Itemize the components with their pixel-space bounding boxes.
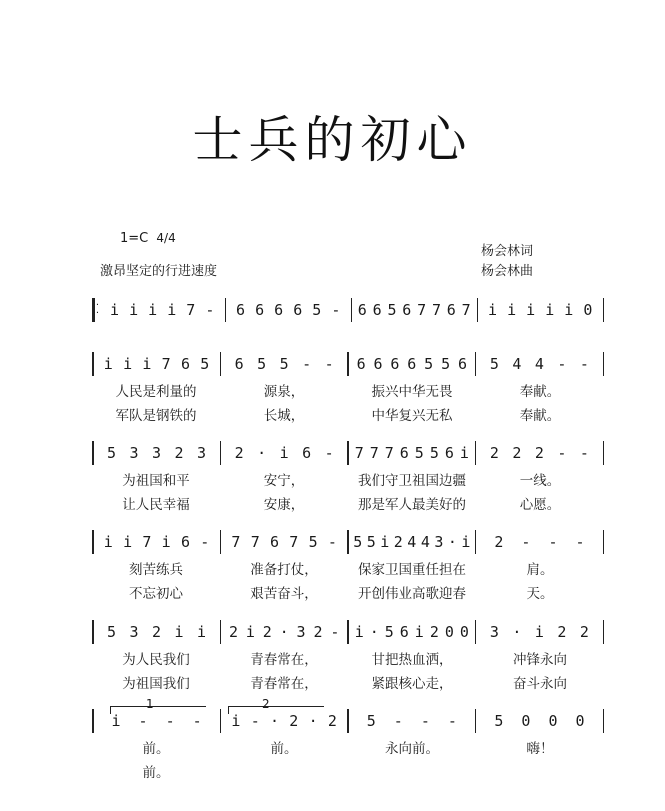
note: i	[161, 533, 171, 551]
note: -	[548, 533, 558, 551]
note: i	[414, 623, 424, 641]
key-signature	[120, 231, 176, 246]
note: i	[380, 533, 390, 551]
lyric-segment: 安康，	[263, 497, 305, 513]
note: i	[507, 301, 517, 319]
note: 2	[579, 623, 589, 641]
note: 6	[180, 533, 190, 551]
note: 5	[366, 712, 376, 730]
note: 2	[262, 623, 272, 641]
note: ·	[447, 533, 457, 551]
lyric-segment: 那是军人最美好的	[358, 497, 466, 513]
volta-2-number: 2	[262, 697, 270, 711]
note: 6	[407, 355, 417, 373]
note: i	[545, 301, 555, 319]
lyric-segment	[220, 761, 348, 781]
lyric-line	[92, 648, 604, 668]
measure	[94, 620, 220, 644]
note: 7	[186, 301, 196, 319]
note: 2	[327, 712, 337, 730]
note-row	[92, 352, 604, 376]
note: -	[330, 623, 340, 641]
lyric-segment: 中华复兴无私	[371, 408, 453, 424]
lyric-segment: 嗨！	[526, 741, 554, 757]
measure	[226, 298, 351, 322]
measure	[476, 352, 602, 376]
lyric-line	[92, 404, 604, 424]
lyric-segment	[348, 761, 476, 781]
lyric-segment: 青春常在，	[250, 676, 318, 692]
time-signature: 4/4	[156, 231, 176, 245]
note: 7	[461, 301, 471, 319]
lyric-segment: 刻苦练兵	[129, 562, 183, 578]
measure	[352, 298, 477, 322]
note: 2	[489, 444, 499, 462]
lyric-segment: 前。	[142, 741, 170, 757]
note: 6	[356, 355, 366, 373]
lyric-line	[92, 493, 604, 513]
lyric-segment: 源泉，	[263, 384, 305, 400]
note: -	[521, 533, 531, 551]
lyric-line	[92, 380, 604, 400]
note: 2	[393, 533, 403, 551]
barline	[603, 530, 605, 554]
note: 4	[407, 533, 417, 551]
lyric-segment: 不忘初心	[129, 586, 183, 602]
lyric-segment: 奉献。	[519, 384, 561, 400]
note: 0	[521, 712, 531, 730]
note: i	[123, 533, 133, 551]
lyric-segment: 长城，	[263, 408, 305, 424]
note: 4	[534, 355, 544, 373]
note: 6	[399, 623, 409, 641]
lyric-segment: 前。	[270, 741, 298, 757]
lyric-segment: 奉献。	[519, 408, 561, 424]
measure	[478, 298, 603, 322]
note: i	[148, 301, 158, 319]
note: -	[200, 533, 210, 551]
note: 7	[289, 533, 299, 551]
note: i	[197, 623, 207, 641]
note: 5	[353, 533, 363, 551]
note: 5	[429, 444, 439, 462]
note: 6	[293, 301, 303, 319]
note: 7	[369, 444, 379, 462]
note: i	[110, 301, 120, 319]
measure	[349, 709, 475, 733]
note: -	[250, 712, 260, 730]
lyric-segment: 人民是利量的	[115, 384, 197, 400]
note: i	[354, 623, 364, 641]
note-row	[92, 441, 604, 465]
note: i	[526, 301, 536, 319]
note: i	[534, 623, 544, 641]
note: 7	[142, 533, 152, 551]
note: 2	[152, 623, 162, 641]
note: 6	[399, 444, 409, 462]
note: 6	[390, 355, 400, 373]
composer-credit: 杨会林曲	[481, 264, 534, 279]
measure	[100, 298, 225, 322]
note-row	[92, 709, 604, 733]
note: 3	[129, 444, 139, 462]
note: ·	[279, 623, 289, 641]
lyric-segment: 让人民幸福	[122, 497, 190, 513]
volta-2-line	[228, 706, 324, 707]
note: 3	[152, 444, 162, 462]
note: ·	[512, 623, 522, 641]
measure	[349, 352, 475, 376]
note: 5	[441, 355, 451, 373]
lyric-segment	[476, 761, 604, 781]
note: -	[557, 444, 567, 462]
note: -	[557, 355, 567, 373]
measure	[221, 620, 347, 644]
note: 6	[357, 301, 367, 319]
note: 5	[387, 301, 397, 319]
measure	[349, 530, 475, 554]
note: 6	[444, 444, 454, 462]
note: i	[564, 301, 574, 319]
measure	[476, 441, 602, 465]
note: i	[103, 355, 113, 373]
note-row	[92, 298, 604, 322]
note: 5	[312, 301, 322, 319]
note: -	[575, 533, 585, 551]
lyric-line	[92, 582, 604, 602]
song-title: 士兵的初心	[192, 111, 473, 169]
note: 5	[366, 533, 376, 551]
note: i	[245, 623, 255, 641]
note: 3	[434, 533, 444, 551]
note: 4	[420, 533, 430, 551]
note: 6	[302, 444, 312, 462]
note: -	[327, 533, 337, 551]
barline	[603, 620, 605, 644]
note: 2	[313, 623, 323, 641]
note: 2	[234, 444, 244, 462]
note: -	[302, 355, 312, 373]
note: 3	[197, 444, 207, 462]
note: 6	[274, 301, 284, 319]
volta-1-tick	[110, 706, 111, 714]
barline	[603, 352, 605, 376]
note: 5	[279, 355, 289, 373]
lyric-segment: 天。	[526, 586, 554, 602]
note: 5	[384, 623, 394, 641]
note: i	[103, 533, 113, 551]
measure	[221, 441, 347, 465]
staff-system	[92, 709, 604, 799]
lyric-segment: 前。	[142, 765, 170, 781]
measure	[349, 441, 475, 465]
key-label: 1=C	[120, 231, 149, 246]
note: ·	[369, 623, 379, 641]
lyric-segment: 为祖国我们	[122, 676, 190, 692]
lyric-segment: 为人民我们	[122, 652, 190, 668]
note: 6	[372, 301, 382, 319]
note: 6	[234, 355, 244, 373]
note: ·	[308, 712, 318, 730]
note: 2	[494, 533, 504, 551]
lyric-segment: 准备打仗，	[250, 562, 318, 578]
barline	[603, 441, 605, 465]
lyric-segment: 甘把热血洒，	[371, 652, 453, 668]
measure	[476, 709, 602, 733]
lyric-segment: 青春常在，	[250, 652, 318, 668]
measure	[221, 530, 347, 554]
measure	[94, 530, 220, 554]
note: 2	[429, 623, 439, 641]
note: 5	[106, 623, 117, 641]
note: -	[420, 712, 430, 730]
lyric-line	[92, 737, 604, 757]
note: i	[111, 712, 121, 730]
lyric-segment: 振兴中华无畏	[371, 384, 453, 400]
note: 0	[548, 712, 558, 730]
note: -	[165, 712, 175, 730]
note: 5	[200, 355, 210, 373]
note: 3	[129, 623, 139, 641]
lyric-segment: 冲锋永向	[513, 652, 567, 668]
note: -	[393, 712, 403, 730]
note: 6	[457, 355, 467, 373]
lyric-segment: 为祖国和平	[122, 473, 190, 489]
note: 2	[228, 623, 239, 641]
note: 0	[459, 623, 469, 641]
measure	[94, 441, 220, 465]
note: 6	[373, 355, 383, 373]
note-row	[92, 620, 604, 644]
note: 5	[424, 355, 434, 373]
note: 2	[289, 712, 299, 730]
lyric-segment: 奋斗永向	[513, 676, 567, 692]
note: -	[324, 355, 334, 373]
measure	[94, 352, 220, 376]
note: 3	[489, 623, 499, 641]
volta-1-line	[110, 706, 206, 707]
note: -	[138, 712, 148, 730]
note: 7	[231, 533, 241, 551]
note: 2	[512, 444, 522, 462]
lyric-segment: 艰苦奋斗，	[250, 586, 318, 602]
lyric-segment: 军队是钢铁的	[115, 408, 197, 424]
lyric-segment: 开创伟业高歌迎春	[358, 586, 466, 602]
lyric-line	[92, 558, 604, 578]
note: -	[579, 444, 589, 462]
lyric-segment: 保家卫国重任担在	[358, 562, 466, 578]
measure	[349, 620, 475, 644]
measure	[476, 620, 602, 644]
note: 7	[417, 301, 427, 319]
tempo-marking: 激昂坚定的行进速度	[100, 264, 218, 279]
note: 4	[512, 355, 522, 373]
barline	[603, 709, 605, 733]
lyric-segment: 心愿。	[519, 497, 561, 513]
note: i	[231, 712, 241, 730]
note: i	[129, 301, 139, 319]
note: i	[459, 444, 469, 462]
note: -	[579, 355, 589, 373]
lyric-segment: 一线。	[519, 473, 561, 489]
note: 0	[583, 301, 593, 319]
note: i	[461, 533, 471, 551]
note: -	[324, 444, 334, 462]
lyric-segment: 我们守卫祖国边疆	[358, 473, 466, 489]
note: 0	[444, 623, 454, 641]
lyric-line	[92, 761, 604, 781]
lyric-segment: 永向前。	[385, 741, 439, 757]
lyric-segment: 肩。	[526, 562, 554, 578]
measure	[94, 709, 220, 733]
measure	[221, 352, 347, 376]
note: 6	[402, 301, 412, 319]
staff-system	[92, 352, 604, 442]
note: -	[447, 712, 457, 730]
note: i	[279, 444, 289, 462]
note: -	[192, 712, 202, 730]
note: 3	[296, 623, 306, 641]
note: i	[142, 355, 152, 373]
note: 5	[257, 355, 267, 373]
note: ·	[257, 444, 267, 462]
note: 7	[384, 444, 394, 462]
lyric-segment: 安宁，	[263, 473, 305, 489]
note: ·	[269, 712, 280, 730]
note: 2	[534, 444, 544, 462]
measure	[221, 709, 347, 733]
note: 6	[446, 301, 456, 319]
note: 7	[161, 355, 171, 373]
staff-system	[92, 441, 604, 531]
lyric-line	[92, 469, 604, 489]
note: i	[167, 301, 177, 319]
note: 5	[308, 533, 318, 551]
note: 5	[106, 444, 117, 462]
note: 5	[414, 444, 424, 462]
note: 0	[575, 712, 585, 730]
note: i	[488, 301, 498, 319]
note: i	[174, 623, 184, 641]
staff-system	[92, 620, 604, 710]
note: i	[123, 355, 133, 373]
note: 7	[431, 301, 441, 319]
lyric-segment: 紧跟核心走，	[371, 676, 453, 692]
measure	[476, 530, 602, 554]
staff-system	[92, 530, 604, 620]
note: 6	[269, 533, 280, 551]
lyricist-credit: 杨会林词	[481, 244, 534, 259]
note: 2	[557, 623, 567, 641]
note: 7	[354, 444, 364, 462]
note-row	[92, 530, 604, 554]
note: 5	[489, 355, 499, 373]
volta-2-tick	[228, 706, 229, 714]
note: 2	[174, 444, 184, 462]
lyric-line	[92, 672, 604, 692]
note: 6	[180, 355, 190, 373]
note: 6	[236, 301, 246, 319]
volta-1-number: 1	[146, 697, 154, 711]
note: -	[331, 301, 341, 319]
note: -	[205, 301, 215, 319]
note: 6	[255, 301, 265, 319]
note: 7	[250, 533, 260, 551]
note: 5	[494, 712, 504, 730]
barline	[603, 298, 605, 322]
repeat-start-dots: · ·	[95, 300, 100, 319]
